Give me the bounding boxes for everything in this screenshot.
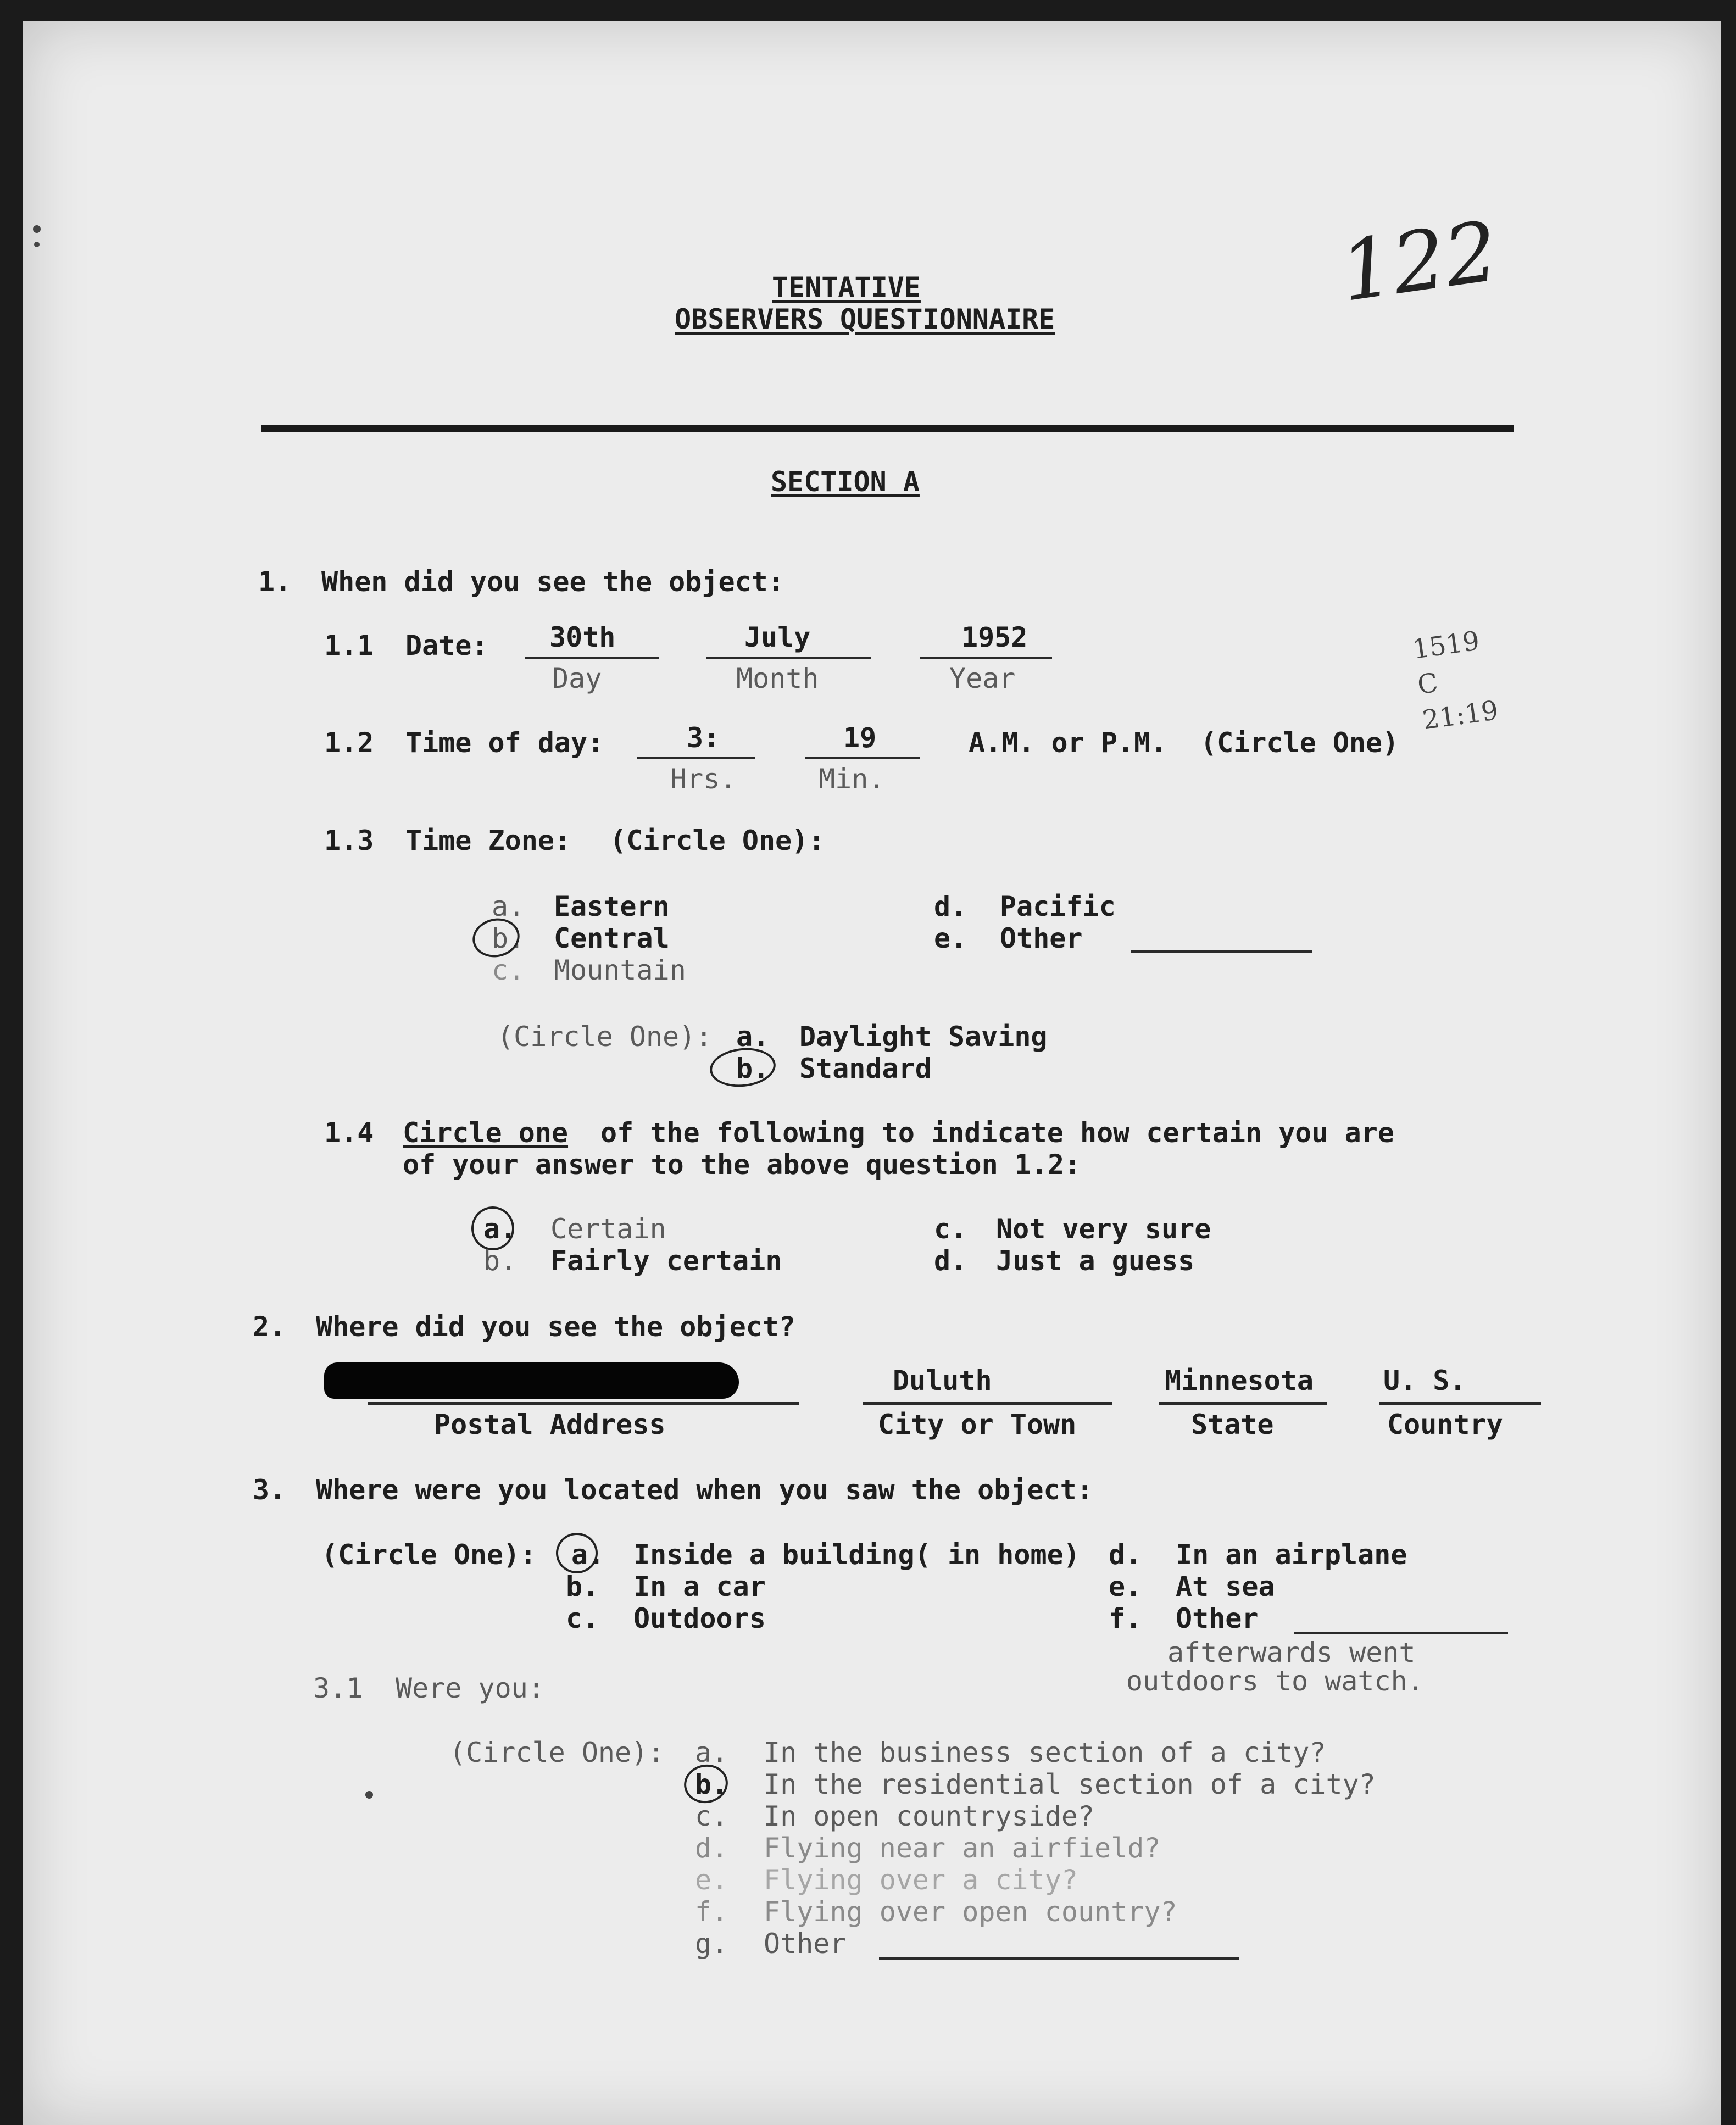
city-caption: City or Town (878, 1409, 1077, 1440)
time-hrs-value: 3: (687, 722, 720, 754)
zone-e-text: Other (1000, 922, 1083, 954)
time-min-value: 19 (843, 722, 877, 754)
certainty-circle-one: Circle one (403, 1117, 569, 1149)
q3-1-c-letter: c. (695, 1800, 728, 1832)
country-value: U. S. (1383, 1365, 1466, 1397)
zone-a-letter: a. (492, 891, 525, 922)
state-line (1159, 1402, 1327, 1405)
dst-b-letter: b. (736, 1053, 770, 1084)
q1-4-number: 1.4 (324, 1117, 374, 1149)
certainty-d-text: Just a guess (996, 1245, 1195, 1277)
certainty-d-letter: d. (934, 1245, 967, 1277)
q3-other-line (1294, 1632, 1508, 1634)
date-day-value: 30th (549, 621, 616, 653)
zone-c-letter: c. (492, 954, 525, 986)
q3-c-text: Outdoors (633, 1603, 766, 1634)
q3-1-g-text: Other (764, 1928, 847, 1960)
date-day-line (525, 657, 659, 659)
q3-c-letter: c. (566, 1603, 599, 1634)
dst-a-text: Daylight Saving (799, 1021, 1048, 1053)
circled-inside-building (556, 1533, 598, 1573)
q3-e-text: At sea (1176, 1571, 1275, 1603)
date-year-value: 1952 (961, 621, 1028, 653)
date-label: Date: (405, 630, 488, 661)
zone-b-text: Central (554, 922, 670, 954)
certainty-b-text: Fairly certain (550, 1245, 782, 1277)
q3-1-a-text: In the business section of a city? (764, 1737, 1326, 1768)
q3-e-letter: e. (1109, 1571, 1142, 1603)
q1-3-number: 1.3 (324, 825, 374, 856)
title-line-2: OBSERVERS QUESTIONNAIRE (675, 303, 1055, 335)
q2-text: Where did you see the object? (316, 1311, 795, 1343)
city-line (863, 1402, 1112, 1405)
time-circle-note: (Circle One) (1200, 727, 1399, 759)
zone-c-text: Mountain (554, 954, 686, 986)
q3-a-text: Inside a building( in home) (633, 1539, 1080, 1571)
state-value: Minnesota (1165, 1365, 1314, 1397)
stray-mark (34, 242, 40, 247)
certainty-c-text: Not very sure (996, 1213, 1211, 1245)
q1-number: 1. (258, 566, 292, 598)
time-ampm: A.M. or P.M. (969, 727, 1167, 759)
date-month-caption: Month (736, 663, 819, 694)
q3-1-g-letter: g. (695, 1928, 728, 1960)
country-caption: Country (1387, 1409, 1503, 1440)
city-value: Duluth (893, 1365, 992, 1397)
zone-a-text: Eastern (554, 891, 670, 922)
q3-1-d-text: Flying near an airfield? (764, 1832, 1161, 1864)
zone-d-letter: d. (934, 891, 967, 922)
q1-2-number: 1.2 (324, 727, 374, 759)
q3-1-d-letter: d. (695, 1832, 728, 1864)
date-year-line (920, 657, 1052, 659)
q3-d-text: In an airplane (1176, 1539, 1407, 1571)
time-hrs-caption: Hrs. (670, 763, 737, 795)
certainty-a-text: Certain (550, 1213, 666, 1245)
q3-1-f-text: Flying over open country? (764, 1896, 1177, 1928)
stray-mark (33, 225, 41, 233)
redacted-address (324, 1362, 739, 1399)
zone-circle-note: (Circle One): (610, 825, 825, 856)
q3-other-note-2: outdoors to watch. (1126, 1665, 1424, 1697)
q3-1-e-letter: e. (695, 1864, 728, 1896)
q3-a-letter: a. (571, 1539, 605, 1571)
zone-label: Time Zone: (405, 825, 571, 856)
address-caption: Postal Address (434, 1409, 666, 1440)
section-heading: SECTION A (771, 466, 920, 498)
q3-1-other-line (879, 1957, 1239, 1960)
q1-text: When did you see the object: (321, 566, 784, 598)
date-year-caption: Year (949, 663, 1016, 694)
certainty-line1: of the following to indicate how certain you are (600, 1117, 1394, 1149)
q3-b-letter: b. (566, 1571, 599, 1603)
q3-other-note-1: afterwards went (1167, 1637, 1416, 1668)
q3-1-e-text: Flying over a city? (764, 1864, 1078, 1896)
q2-number: 2. (253, 1311, 286, 1343)
q3-f-text: Other (1176, 1603, 1259, 1634)
time-label: Time of day: (405, 727, 604, 759)
time-hrs-line (637, 757, 755, 759)
q3-1-a-letter: a. (695, 1737, 728, 1768)
q3-text: Where were you located when you saw the object: (316, 1474, 1093, 1506)
date-month-line (706, 657, 871, 659)
country-line (1379, 1402, 1541, 1405)
q3-number: 3. (253, 1474, 286, 1506)
state-caption: State (1191, 1409, 1274, 1440)
q3-1-number: 3.1 (313, 1672, 363, 1704)
q3-d-letter: d. (1109, 1539, 1142, 1571)
q3-1-circle-note: (Circle One): (449, 1737, 665, 1768)
date-day-caption: Day (552, 663, 602, 694)
time-min-line (805, 757, 920, 759)
zone-b-letter: b. (492, 922, 525, 954)
circled-certain (471, 1206, 517, 1250)
q3-circle-note: (Circle One): (321, 1539, 537, 1571)
address-line (368, 1402, 799, 1405)
handwritten-page-number: 122 (1334, 203, 1504, 321)
dst-b-text: Standard (799, 1053, 932, 1084)
handwritten-margin-note: 1519 C 21:19 (1410, 625, 1500, 736)
q3-1-c-text: In open countryside? (764, 1800, 1095, 1832)
q3-1-f-letter: f. (695, 1896, 728, 1928)
certainty-b-letter: b. (483, 1245, 517, 1277)
q3-1-b-letter: b. (695, 1768, 728, 1800)
certainty-c-letter: c. (934, 1213, 967, 1245)
q1-1-number: 1.1 (324, 630, 374, 661)
q3-1-text: Were you: (396, 1672, 544, 1704)
q3-1-b-text: In the residential section of a city? (764, 1768, 1376, 1800)
q3-f-letter: f. (1109, 1603, 1142, 1634)
time-min-caption: Min. (819, 763, 885, 795)
title-line-1: TENTATIVE (772, 271, 921, 303)
date-month-value: July (744, 621, 811, 653)
dst-circle-note: (Circle One): (497, 1021, 713, 1053)
certainty-a-letter: a. (483, 1213, 517, 1245)
zone-other-line (1131, 950, 1312, 953)
zone-d-text: Pacific (1000, 891, 1116, 922)
q3-b-text: In a car (633, 1571, 766, 1603)
certainty-line2: of your answer to the above question 1.2: (403, 1149, 1081, 1181)
title-rule (261, 425, 1514, 432)
zone-e-letter: e. (934, 922, 967, 954)
stray-mark (365, 1791, 373, 1799)
dst-a-letter: a. (736, 1021, 770, 1053)
